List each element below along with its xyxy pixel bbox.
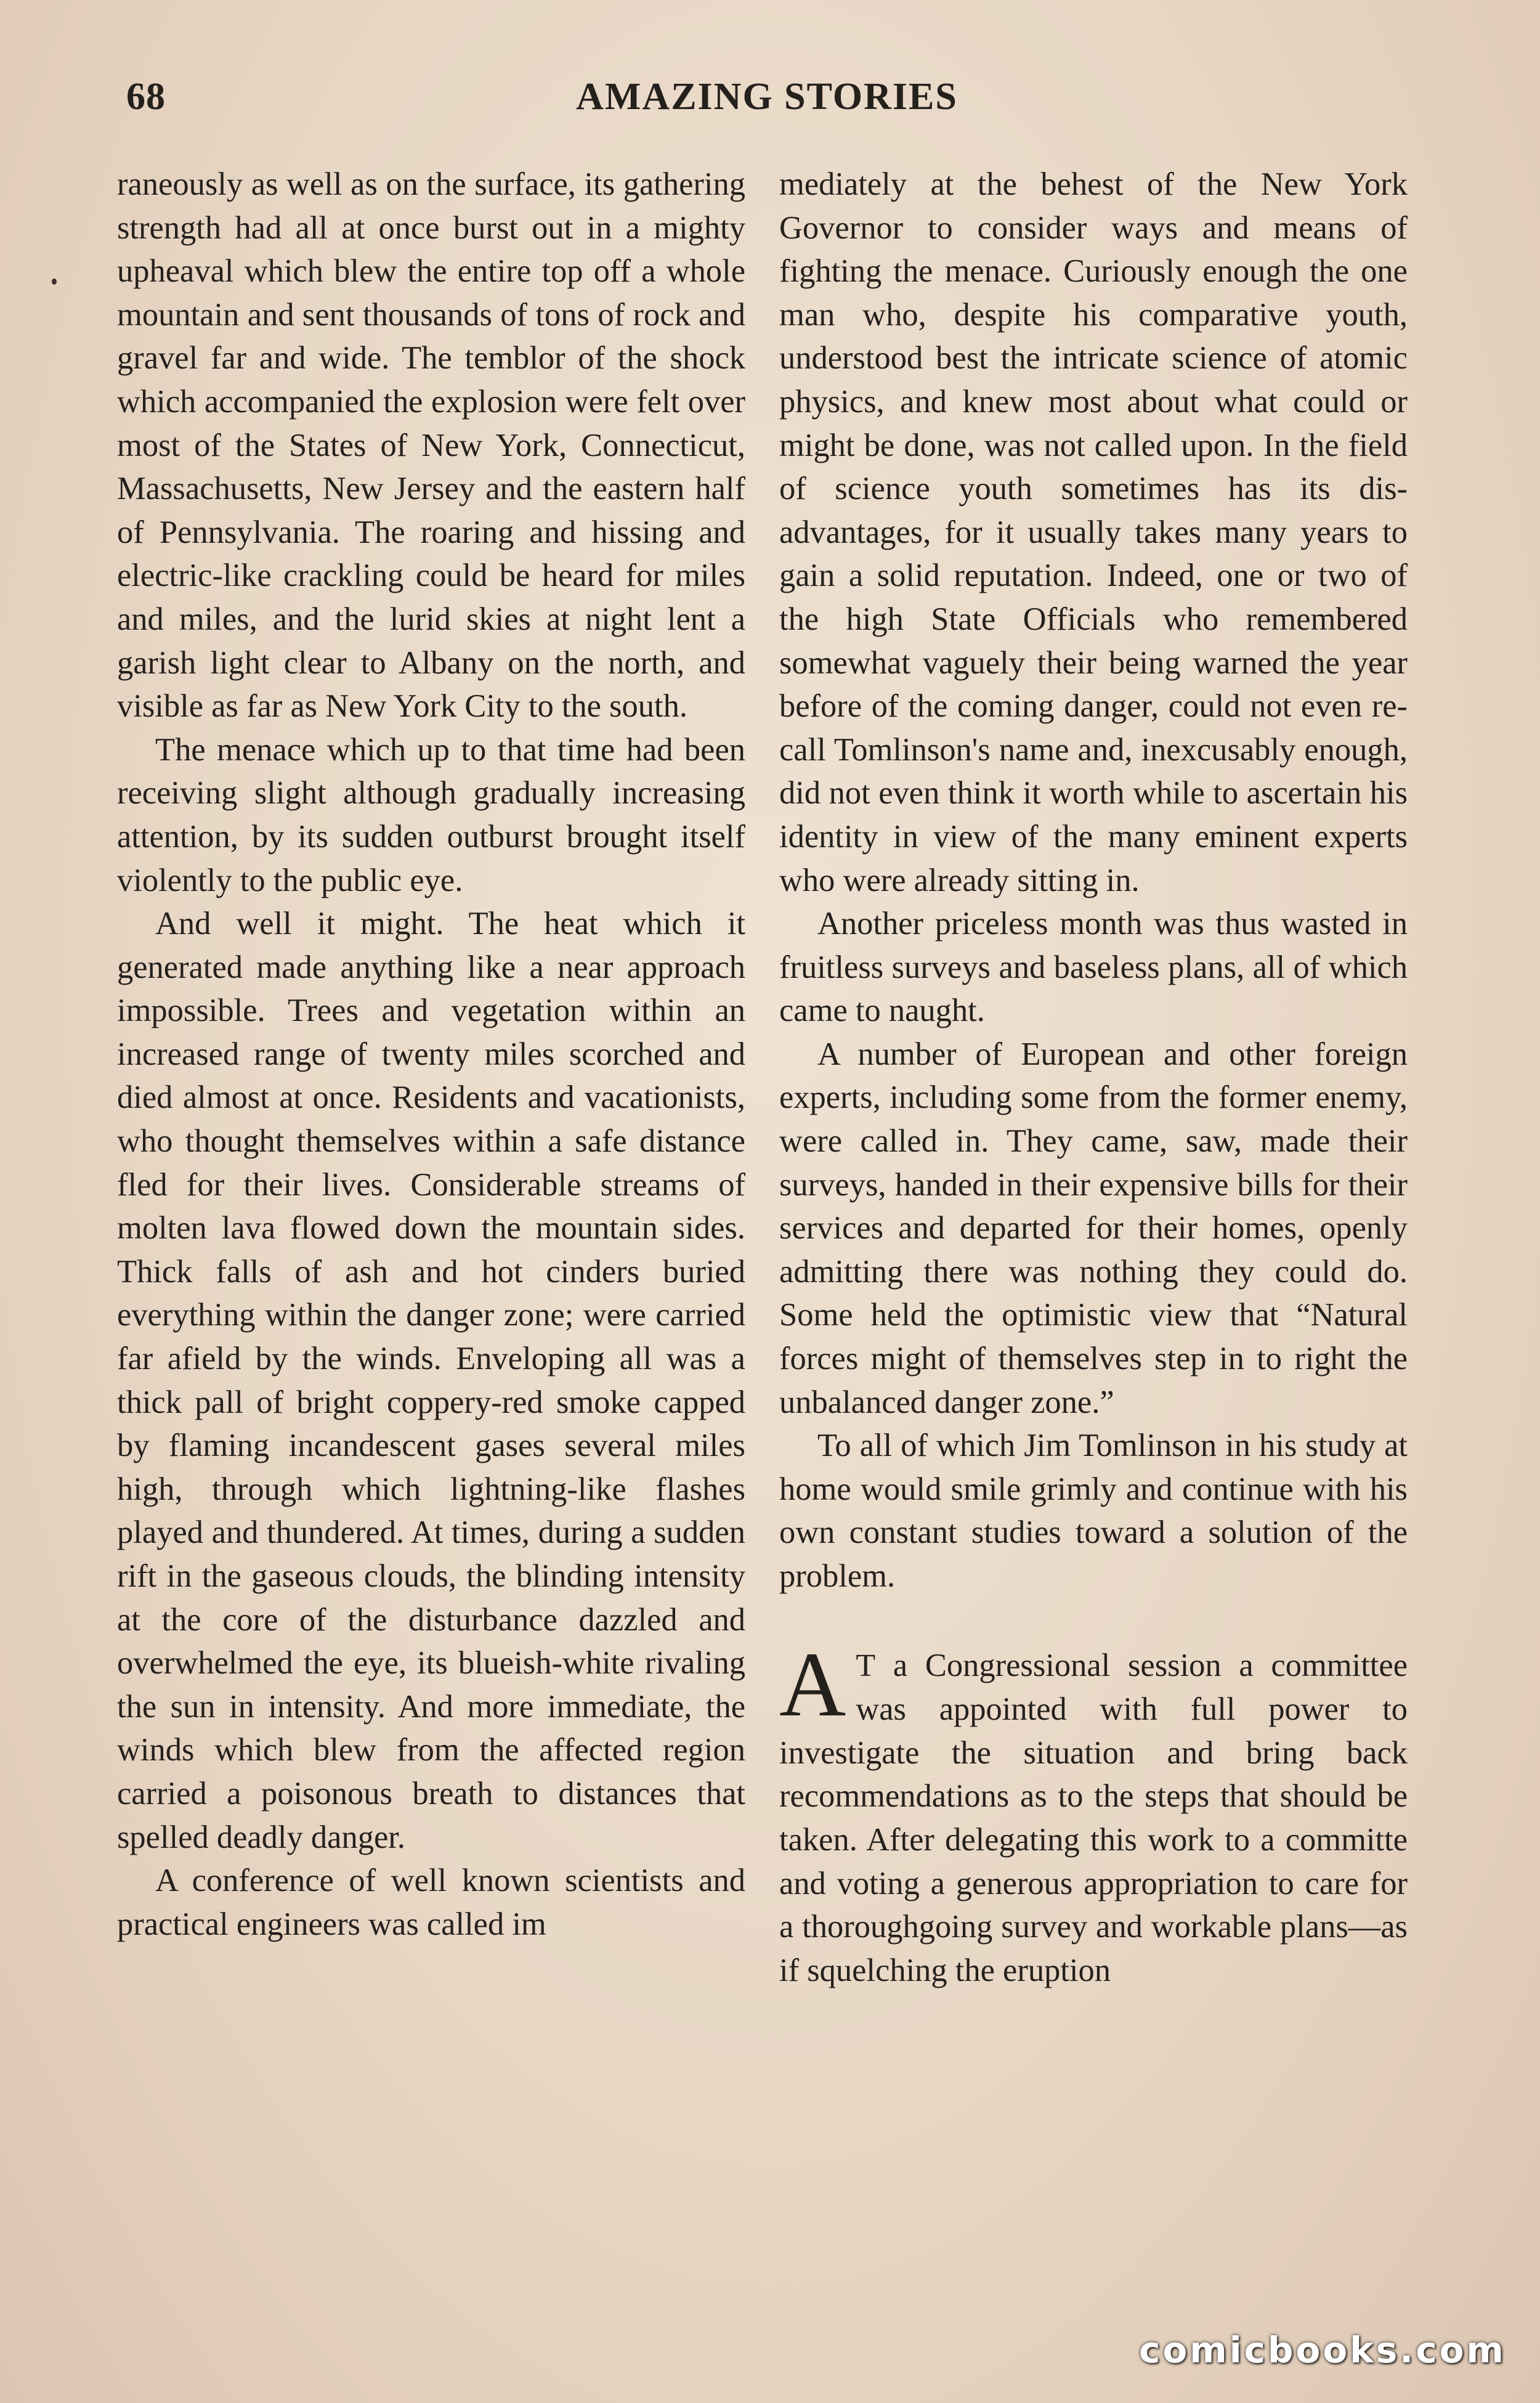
- watermark: comicbooks.com: [1139, 2329, 1506, 2371]
- paragraph: To all of which Jim Tomlinson in his study at home would smile grimly and continue with his own constant studies toward a solution of the problem.: [779, 1428, 1408, 1594]
- paragraph-text: a Congressional session a committee was appointed with full power to investigate the situation and bring back recommendations as to the steps that should be taken. After delegating this work to a committe and voting a generous appropriation to care for a thoroughgoing survey and workable plans—as if squelching the eruption: [779, 1647, 1408, 1988]
- ink-speck: [52, 279, 57, 285]
- page-number: 68: [126, 76, 166, 118]
- paragraph: A conference of well known scientists and practical engineers was called im: [117, 1863, 745, 1942]
- right-column: [779, 163, 1408, 1992]
- drop-cap: A: [779, 1633, 846, 1736]
- running-title: AMAZING STORIES: [576, 76, 958, 118]
- paragraph: raneously as well as on the surface, its gathering strength had all at once burst out in a mighty upheaval which blew the entire top off a whole mountain and sent thousands of tons of rock and gravel far and wide. The temblor of the shock which accompanied the explosion were felt over most of the States of New York, Connecticut, Massachusetts, New Jersey and the eastern half of Pennsylvania. The roaring and hissing and electric-like crackling could be heard for miles and miles, and the lurid skies at night lent a garish light clear to Albany on the north, and visible as far as New York City to the south.: [117, 166, 745, 725]
- paragraph: Another priceless month was thus wasted in fruitless surveys and baseless plans, all of which came to naught.: [779, 906, 1408, 1029]
- page-header: [126, 75, 1408, 131]
- left-column: [117, 163, 745, 1946]
- paragraph: mediately at the behest of the New York Governor to consider ways and means of fighting the menace. Curiously enough the one man who, despite his comparative youth, understood best the intricate science of atomic physics, and knew most about what could or might be done, was not called upon. In the field of science youth sometimes has its disadvantages, for it usually takes many years to gain a solid reputation. Indeed, one or two of the high State Officials who remembered somewhat vaguely their being warned the year before of the coming danger, could not even recall Tomlinson's name and, inexcusably enough, did not even think it worth while to ascertain his identity in view of the many eminent experts who were already sitting in.: [779, 166, 1408, 898]
- paragraph: And well it might. The heat which it generated made anything like a near approach impossible. Trees and vegetation within an increased range of twenty miles scorched and died almost at once. Residents and vacationists, who thought themselves within a safe distance fled for their lives. Considerable streams of molten lava flowed down the mountain sides. Thick falls of ash and hot cinders buried everything within the danger zone; were carried far afield by the winds. Enveloping all was a thick pall of bright coppery-red smoke capped by flaming incandescent gases several miles high, through which lightning-like flashes played and thundered. At times, during a sudden rift in the gaseous clouds, the blinding intensity at the core of the disturbance dazzled and overwhelmed the eye, its blueish-white rivaling the sun in intensity. And more immediate, the winds which blew from the affected region carried a poisonous breath to distances that spelled deadly danger.: [117, 906, 745, 1855]
- section-opening-paragraph: [779, 1633, 1408, 1993]
- section-break: [779, 1598, 1408, 1644]
- small-caps-letter: T: [856, 1648, 876, 1683]
- paragraph: A number of European and other foreign experts, including some from the former enemy, were called in. They came, saw, made their surveys, handed in their expensive bills for their services and departed for their homes, openly admitting there was nothing they could do. Some held the optimistic view that “Natural forces might of themselves step in to right the unbalanced danger zone.”: [779, 1036, 1408, 1420]
- paragraph: The menace which up to that time had been receiving slight although gradually increasing attention, by its sudden outburst brought itself violently to the public eye.: [117, 731, 745, 898]
